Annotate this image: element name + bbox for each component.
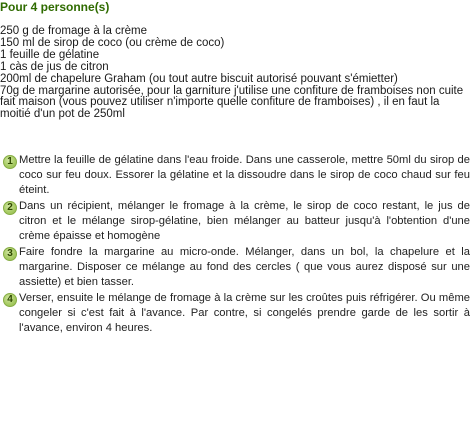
ingredient-item: 70g de margarine autorisée, pour la garniture j'utilise une confiture de framboises non cuite fait maison (vous pouvez utiliser n'importe quelle confiture de framboises) , il en faut la moitié d'un pot de 250ml xyxy=(0,84,464,121)
step-number-badge: 2 xyxy=(3,201,17,215)
step-number-badge: 4 xyxy=(3,293,17,307)
servings-heading: Pour 4 personne(s) xyxy=(0,0,110,14)
ingredient-item: 200ml de chapelure Graham (ou tout autre biscuit autorisé pouvant s'émietter) xyxy=(0,72,398,85)
ingredient-list xyxy=(0,26,468,121)
step-number-badge: 1 xyxy=(3,155,17,169)
step-list xyxy=(0,153,474,337)
step-text: Verser, ensuite le mélange de fromage à la crème sur les croûtes puis réfrigérer. Ou même congeler si c'est fait à l'avance. Par contre, si congelés prendre garde de les sortir à l'avance, environ 4 heures. xyxy=(19,292,470,334)
ingredient-item: 250 g de fromage à la crème xyxy=(0,25,148,37)
step-item xyxy=(0,291,474,336)
ingredient-item: 150 ml de sirop de coco (ou crème de coco) xyxy=(0,36,225,49)
step-item xyxy=(0,199,474,244)
ingredient-item: 1 càs de jus de citron xyxy=(0,60,109,73)
step-item xyxy=(0,245,474,290)
step-text: Mettre la feuille de gélatine dans l'eau froide. Dans une casserole, mettre 50ml du sirop de coco sur feu doux. Essorer la gélatine et la dissoudre dans le sirop de coco chaud sur feu éteint. xyxy=(19,154,470,196)
step-number-badge: 3 xyxy=(3,247,17,261)
step-text: Faire fondre la margarine au micro-onde. Mélanger, dans un bol, la chapelure et la margarine. Disposer ce mélange au fond des cercles ( que vous aurez disposé sur une assiette) et bien tasser. xyxy=(19,246,470,288)
ingredient-item: 1 feuille de gélatine xyxy=(0,48,100,61)
step-item xyxy=(0,153,474,198)
step-text: Dans un récipient, mélanger le fromage à la crème, le sirop de coco restant, le jus de citron et le mélange sirop-gélatine, bien mélanger au batteur jusqu'à l'obtention d'une crème épaisse et homogène xyxy=(19,200,470,242)
